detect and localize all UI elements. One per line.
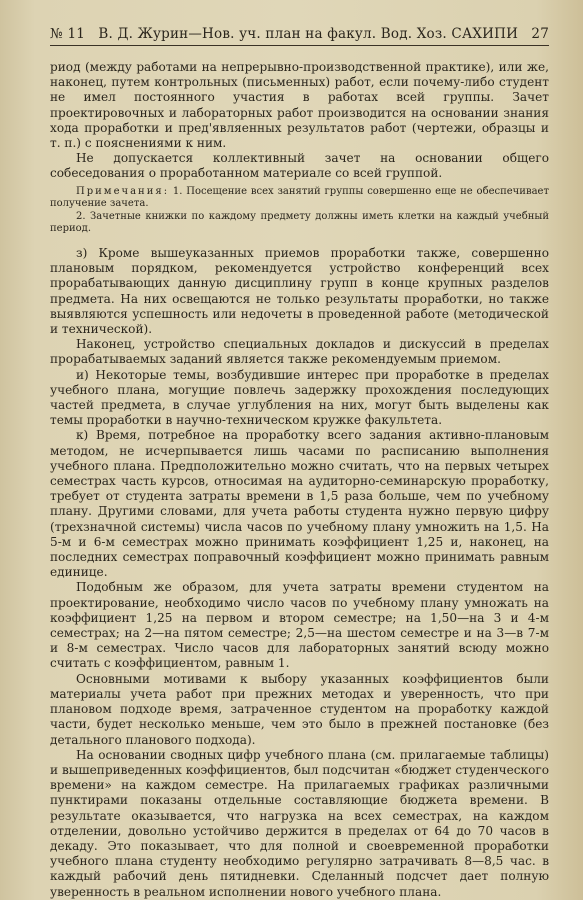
notes-block [50,186,549,236]
paragraph: Не допускается коллективный зачет на основании общего собеседования о проработанном материале со всей группой. [50,151,549,181]
note-1 [50,186,549,211]
running-title: В. Д. Журин—Нов. уч. план на факул. Вод. Хоз. САХИПИ [98,26,519,42]
running-header [50,26,549,46]
note-1-text: 1. Посещение всех занятий группы совершенно еще не обеспечивает получение зачета. [50,185,550,210]
paragraph: з) Кроме вышеуказанных приемов проработки также, совершенно плановым порядком, рекомендуется устройство конференций всех прорабатывающих данную дисциплину групп в конце крупных разделов предмета. На них освещаются не только результаты проработки, но также выявляются успешность или недочеты в проведенной работе (методической и технической). [50,246,549,337]
paragraph: к) Время, потребное на проработку всего задания активно-плановым методом, не исчерпывается лишь часами по расписанию выполнения учебного плана. Предположительно можно считать, что на первых четырех семестрах часть курсов, относимая на аудиторно-семинарскую проработку, требует от студента затраты времени в 1,5 раза больше, чем по учебному плану. Другими словами, для учета работы студента нужно первую цифру (трехзначной системы) числа часов по учебному плану умножить на 1,5. На 5-м и 6-м семестрах можно принимать коэффициент 1,25 и, наконец, на последних семестрах поправочный коэффициент можно принимать равным единице. [50,428,549,580]
page-number: 27 [531,26,549,42]
paragraph: Наконец, устройство специальных докладов и дискуссий в пределах прорабатываемых заданий является также рекомендуемым приемом. [50,337,549,367]
issue-number: № 11 [50,26,86,42]
paragraph: На основании сводных цифр учебного плана (см. прилагаемые таблицы) и вышеприведенных коэффициентов, был подсчитан «бюджет студенческого времени» на каждом семестре. На прилагаемых графиках различными пунктирами показаны отдельные составляющие бюджета времени. В результате оказывается, что нагрузка на всех семестрах, на каждом отделении, довольно устойчиво держится в пределах от 64 до 70 часов в декаду. Это показывает, что для полной и своевременной проработки учебного плана студенту необходимо регулярно затрачивать 8—8,5 час. в каждый рабочий день пятидневки. Сделанный подсчет дает полную уверенность в реальном исполнении нового учебного плана. [50,747,549,899]
paragraph: риод (между работами на непрерывно-производственной практике), или же, наконец, путем контрольных (письменных) работ, если почему-либо студент не имел постоянного участия в работах всей группы. Зачет проектировочных и лабораторных работ производится на основании знания хода проработки и пред'являенных результатов работ (чертежи, образцы и т. п.) с пояснениями к ним. [50,60,549,151]
paragraph: Подобным же образом, для учета затраты времени студентом на проектирование, необходимо число часов по учебному плану умножать на коэффициент 1,25 на первом и втором семестре; на 1,50—на 3 и 4-м семестрах; на 2—на пятом семестре; 2,5—на шестом семестре и на 3—в 7-м и 8-м семестрах. Число часов для лабораторных занятий всюду можно считать с коэффициентом, равным 1. [50,580,549,671]
paragraph: и) Некоторые темы, возбудившие интерес при проработке в пределах учебного плана, могущие повлечь задержку прохождения последующих частей предмета, в случае углубления на них, могут быть выделены как темы проработки в научно-техническом кружке факультета. [50,367,549,428]
note-2: 2. Зачетные книжки по каждому предмету должны иметь клетки на каждый учебный период. [50,210,549,235]
notes-label: Примечания: [76,185,170,197]
body-text [50,60,549,900]
paragraph: Основными мотивами к выбору указанных коэффициентов были материалы учета работ при прежних методах и уверенность, что при плановом подходе время, затраченное студентом на проработку каждой части, будет несколько меньше, чем это было в прежней постановке (без детального планового подхода). [50,671,549,747]
